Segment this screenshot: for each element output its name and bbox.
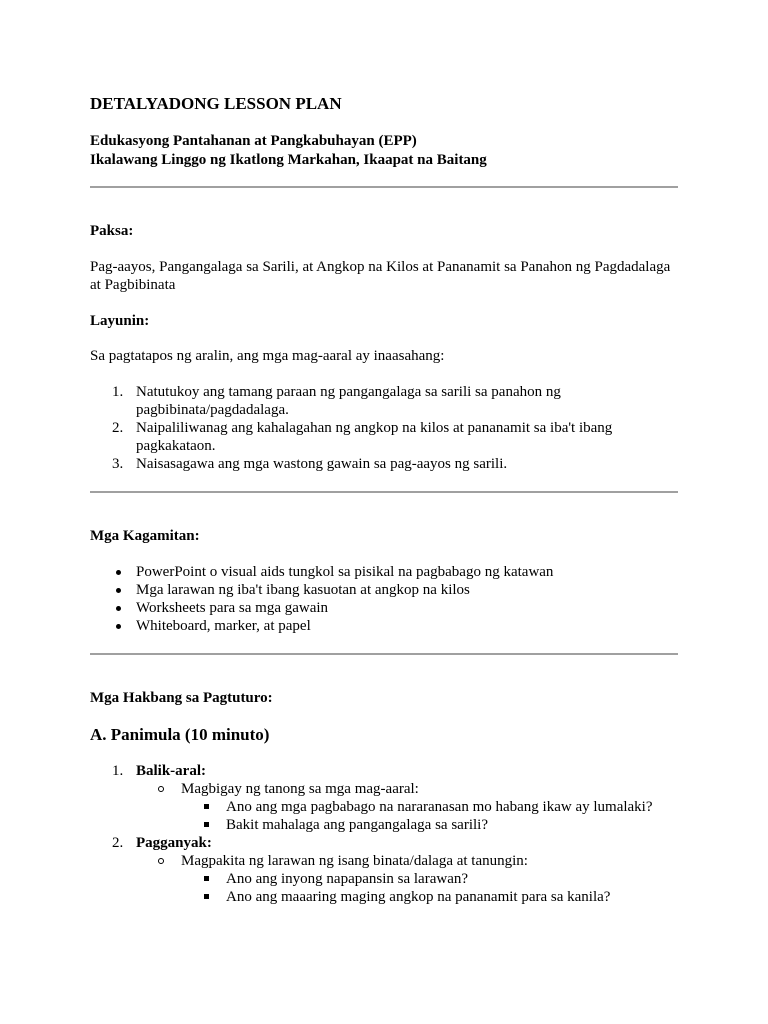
sub-item-text: Magpakita ng larawan ng isang binata/dalaga at tanungin: — [181, 853, 528, 869]
step-title: Pagganyak: — [136, 835, 212, 851]
step-title: Balik-aral: — [136, 763, 206, 779]
hakbang-label: Mga Hakbang sa Pagtuturo: — [90, 690, 273, 706]
question-text: Ano ang mga pagbabago na nararanasan mo habang ikaw ay lumalaki? — [226, 799, 653, 815]
divider — [90, 491, 678, 493]
sub-list — [90, 780, 678, 798]
list-item — [90, 419, 678, 455]
list-item-text: Whiteboard, marker, at papel — [136, 618, 311, 634]
question-item — [90, 798, 678, 816]
list-item-text: Naisasagawa ang mga wastong gawain sa pag-aayos ng sarili. — [136, 456, 508, 472]
sub-list — [90, 852, 678, 870]
step-item — [90, 762, 678, 780]
kagamitan-label: Mga Kagamitan: — [90, 528, 200, 544]
list-item-text: Mga larawan ng iba't ibang kasuotan at angkop na kilos — [136, 582, 470, 598]
sub-item-text: Magbigay ng tanong sa mga mag-aaral: — [181, 781, 419, 797]
circle-bullet-icon — [158, 786, 164, 792]
list-number: 2. — [112, 420, 124, 436]
list-item-text: Worksheets para sa mga gawain — [136, 600, 329, 616]
list-item-text: Natutukoy ang tamang paraan ng pangangalaga sa sarili sa panahon ng pagbibinata/pagdadalaga. — [136, 384, 561, 418]
steps-list — [90, 762, 678, 780]
question-item — [90, 870, 678, 888]
square-bullet-icon — [204, 804, 209, 809]
divider — [90, 186, 678, 188]
square-bullet-icon — [204, 876, 209, 881]
kagamitan-list — [90, 563, 678, 635]
question-item — [90, 816, 678, 834]
sub-item — [90, 852, 678, 870]
paksa-label: Paksa: — [90, 223, 134, 239]
layunin-intro: Sa pagtatapos ng aralin, ang mga mag-aaral ay inaasahang: — [90, 348, 445, 364]
sub-item — [90, 780, 678, 798]
question-item — [90, 888, 678, 906]
section-heading: A. Panimula (10 minuto) — [90, 725, 270, 744]
layunin-label: Layunin: — [90, 313, 150, 329]
list-item — [90, 563, 678, 581]
list-number: 1. — [112, 384, 124, 400]
bullet-icon — [116, 588, 121, 593]
paksa-text: Pag-aayos, Pangangalaga sa Sarili, at Angkop na Kilos at Pananamit sa Panahon ng Pagdadalaga at Pagbibinata — [90, 259, 671, 293]
document-title: DETALYADONG LESSON PLAN — [90, 94, 342, 113]
question-text: Ano ang inyong napapansin sa larawan? — [226, 871, 469, 887]
bullet-icon — [116, 624, 121, 629]
list-item — [90, 581, 678, 599]
list-item-text: Naipaliliwanag ang kahalagahan ng angkop na kilos at pananamit sa iba't ibang pagkakataon. — [136, 420, 613, 454]
list-number: 3. — [112, 456, 124, 472]
bullet-icon — [116, 570, 121, 575]
list-number: 2. — [112, 835, 124, 851]
question-list — [90, 870, 678, 906]
circle-bullet-icon — [158, 858, 164, 864]
subject-title: Edukasyong Pantahanan at Pangkabuhayan (EPP) — [90, 133, 417, 149]
question-text: Ano ang maaaring maging angkop na pananamit para sa kanila? — [226, 889, 611, 905]
list-item — [90, 599, 678, 617]
divider — [90, 653, 678, 655]
list-number: 1. — [112, 763, 124, 779]
square-bullet-icon — [204, 894, 209, 899]
question-text: Bakit mahalaga ang pangangalaga sa sarili? — [226, 817, 488, 833]
list-item — [90, 383, 678, 419]
square-bullet-icon — [204, 822, 209, 827]
layunin-list — [90, 383, 678, 473]
question-list — [90, 798, 678, 834]
subtitle-block — [90, 132, 678, 170]
step-item — [90, 834, 678, 852]
bullet-icon — [116, 606, 121, 611]
steps-list — [90, 834, 678, 852]
list-item-text: PowerPoint o visual aids tungkol sa pisikal na pagbabago ng katawan — [136, 564, 554, 580]
grading-period: Ikalawang Linggo ng Ikatlong Markahan, Ikaapat na Baitang — [90, 152, 487, 168]
list-item — [90, 455, 678, 473]
list-item — [90, 617, 678, 635]
